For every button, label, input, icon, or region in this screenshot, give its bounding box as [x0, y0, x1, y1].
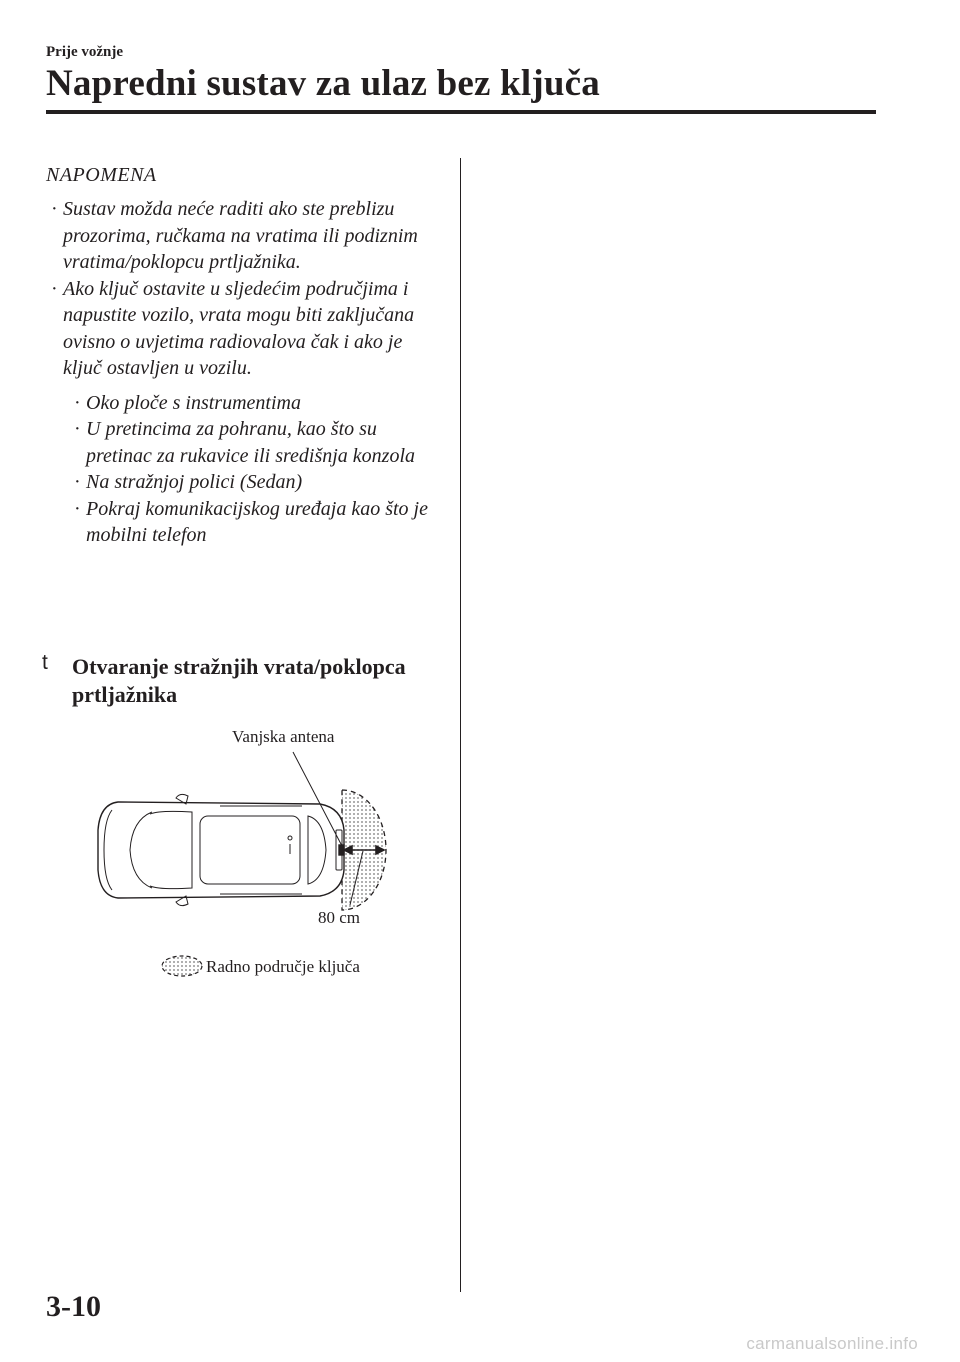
title-rule — [46, 110, 876, 114]
note-sub-item-text: U pretincima za pohranu, kao što su pretinac za rukavice ili središnja konzola — [86, 418, 416, 467]
note-list — [46, 196, 446, 549]
key-operating-range-figure — [80, 720, 420, 990]
note-sub-item — [63, 496, 446, 549]
page-title: Napredni sustav za ulaz bez ključa — [46, 63, 600, 104]
page-number: 3-10 — [46, 1290, 101, 1323]
section-marker-icon: t — [42, 651, 48, 674]
antenna-label: Vanjska antena — [232, 727, 335, 746]
note-item-text: Sustav možda neće raditi ako ste preblizu prozorima, ručkama na vratima ili podiznim vratima/poklopcu prtljažnika. — [63, 198, 418, 273]
note-sub-item-text: Na stražnjoj polici (Sedan) — [86, 471, 303, 493]
key-range-legend-swatch — [162, 956, 202, 976]
note-item-text: Ako ključ ostavite u sljedećim područjima i napustite vozilo, vrata mogu biti zaključana ovisno o uvjetima radiovalova čak i ako je ključ ostavljen u vozilu. — [63, 277, 415, 379]
distance-label: 80 cm — [318, 908, 361, 927]
car-icon — [98, 794, 344, 905]
note-sub-item-text: Pokraj komunikacijskog uređaja kao što je mobilni telefon — [86, 497, 428, 546]
note-heading: NAPOMENA — [46, 164, 157, 186]
note-sub-item — [63, 390, 446, 417]
car-top-view-diagram — [80, 720, 420, 990]
watermark: carmanualsonline.info — [746, 1334, 918, 1353]
note-item — [46, 196, 446, 276]
note-sub-item — [63, 469, 446, 496]
note-sub-list — [63, 390, 446, 549]
note-item — [46, 276, 446, 549]
section-heading: Otvaranje stražnjih vrata/poklopca prtljažnika — [72, 654, 406, 707]
note-sub-item — [63, 416, 446, 469]
section-label: Prije vožnje — [46, 44, 124, 60]
note-sub-item-text: Oko ploče s instrumentima — [86, 391, 301, 414]
key-range-legend-label: Radno područje ključa — [206, 957, 360, 976]
column-divider — [460, 158, 461, 1292]
